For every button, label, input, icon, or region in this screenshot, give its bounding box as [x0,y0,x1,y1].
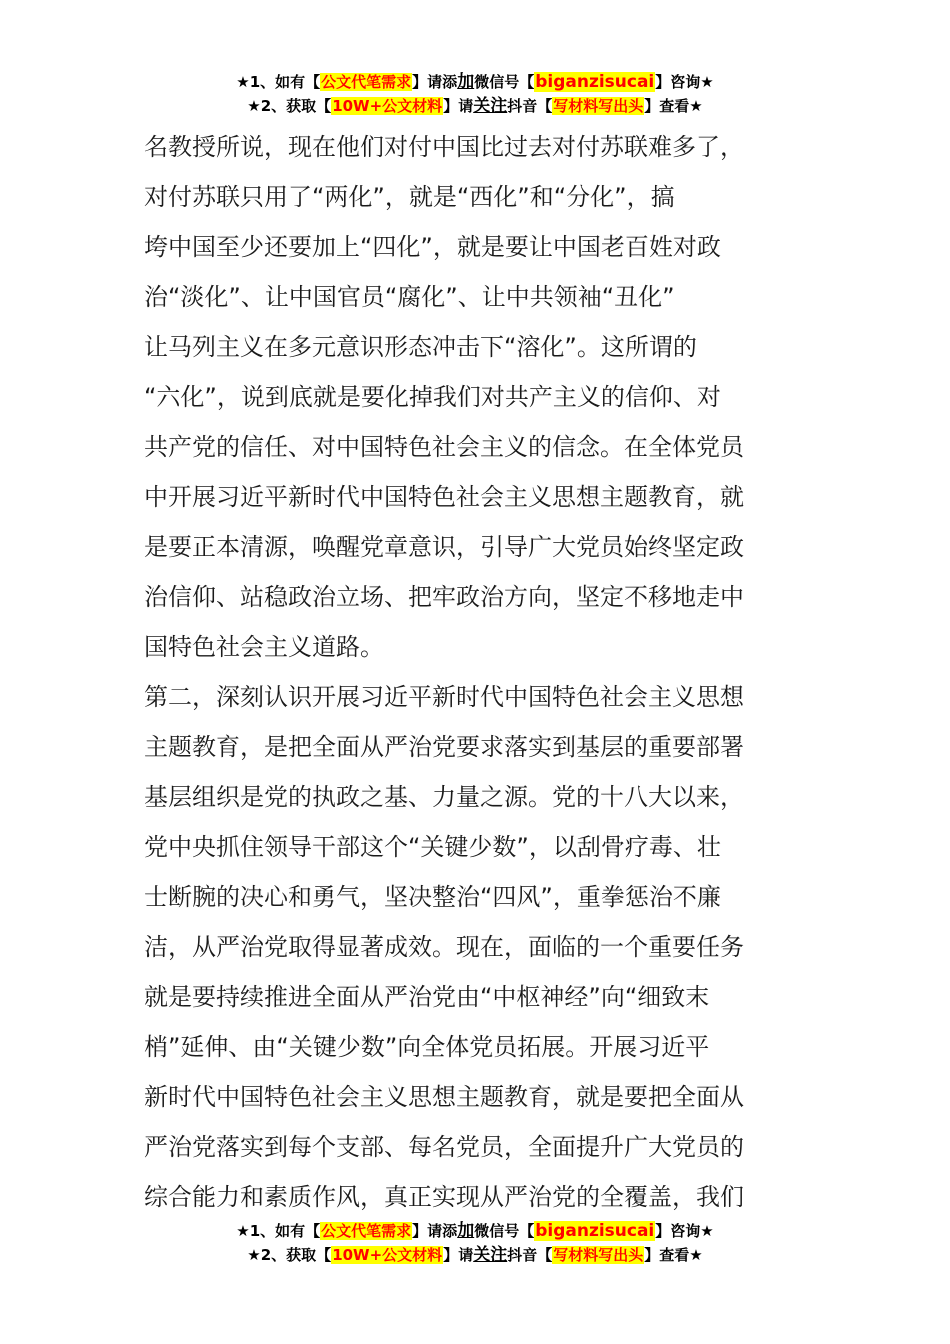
text-line: 共产党的信任、对中国特色社会主义的信念。在全体党员 [144,433,744,461]
banner-text: 】请添 [412,73,458,91]
banner-text: ★1、如有【 [236,73,321,91]
text-line: 让马列主义在多元意识形态冲击下“溶化”。这所谓的 [144,333,697,361]
banner-text: 】咨询★ [655,73,714,91]
banner-wechat-id: biganzisucai [535,72,655,92]
banner-text: 抖音【 [507,97,553,115]
banner-line-1 [0,70,950,94]
document-body [144,122,809,1222]
text-line: 梢”延伸、由“关键少数”向全体党员拓展。开展习近平 [144,1033,710,1061]
banner-text: ★1、如有【 [236,1222,321,1240]
banner-highlight: 10W+公文材料 [332,97,443,115]
text-line: “六化”，说到底就是要化掉我们对共产主义的信仰、对 [144,383,721,411]
text-line: 洁，从严治党取得显著成效。现在，面临的一个重要任务 [144,933,744,961]
banner-text: ★2、获取【 [247,97,332,115]
text-line: 治信仰、站稳政治立场、把牢政治方向，坚定不移地走中 [144,583,744,611]
banner-line-2 [0,94,950,118]
text-line: 治“淡化”、让中国官员“腐化”、让中共领袖“丑化” [144,283,675,311]
text-line: 新时代中国特色社会主义思想主题教育，就是要把全面从 [144,1083,744,1111]
text-line: 严治党落实到每个支部、每名党员，全面提升广大党员的 [144,1133,744,1161]
banner-line-2 [0,1243,950,1267]
banner-text: 微信号【 [474,73,535,91]
banner-underlined: 关注 [473,96,508,116]
text-line: 中开展习近平新时代中国特色社会主义思想主题教育，就 [144,483,744,511]
text-line: 基层组织是党的执政之基、力量之源。党的十八大以来， [144,783,744,811]
text-line: 是要正本清源，唤醒党章意识，引导广大党员始终坚定政 [144,533,744,561]
text-line: 士断腕的决心和勇气，坚决整治“四风”，重拳惩治不廉 [144,883,721,911]
text-line: 党中央抓住领导干部这个“关键少数”，以刮骨疗毒、壮 [144,833,721,861]
text-line: 对付苏联只用了“两化”，就是“西化”和“分化”，搞 [144,183,675,211]
banner-highlight: 公文代笔需求 [321,1222,412,1240]
text-line: 就是要持续推进全面从严治党由“中枢神经”向“细致末 [144,983,710,1011]
banner-text: 】请添 [412,1222,458,1240]
banner-text: 】请 [443,97,474,115]
banner-text: ★2、获取【 [247,1246,332,1264]
banner-underlined: 加 [457,72,475,92]
banner-highlight: 写材料写出头 [553,97,644,115]
footer-banner [0,1219,950,1267]
banner-text: 微信号【 [474,1222,535,1240]
text-line: 主题教育，是把全面从严治党要求落实到基层的重要部署 [144,733,744,761]
banner-highlight: 10W+公文材料 [332,1246,443,1264]
banner-highlight: 公文代笔需求 [321,73,412,91]
banner-underlined: 关注 [473,1245,508,1265]
text-line: 名教授所说，现在他们对付中国比过去对付苏联难多了， [144,133,744,161]
header-banner [0,70,950,118]
banner-wechat-id: biganzisucai [535,1221,655,1241]
banner-text: 】查看★ [644,97,703,115]
text-line: 综合能力和素质作风，真正实现从严治党的全覆盖，我们 [144,1183,744,1211]
banner-text: 】咨询★ [655,1222,714,1240]
text-line: 垮中国至少还要加上“四化”，就是要让中国老百姓对政 [144,233,721,261]
text-line: 第二，深刻认识开展习近平新时代中国特色社会主义思想 [144,683,744,711]
text-line: 国特色社会主义道路。 [144,633,384,661]
banner-text: 】请 [443,1246,474,1264]
banner-text: 抖音【 [507,1246,553,1264]
banner-line-1 [0,1219,950,1243]
banner-underlined: 加 [457,1221,475,1241]
banner-highlight: 写材料写出头 [553,1246,644,1264]
banner-text: 】查看★ [644,1246,703,1264]
